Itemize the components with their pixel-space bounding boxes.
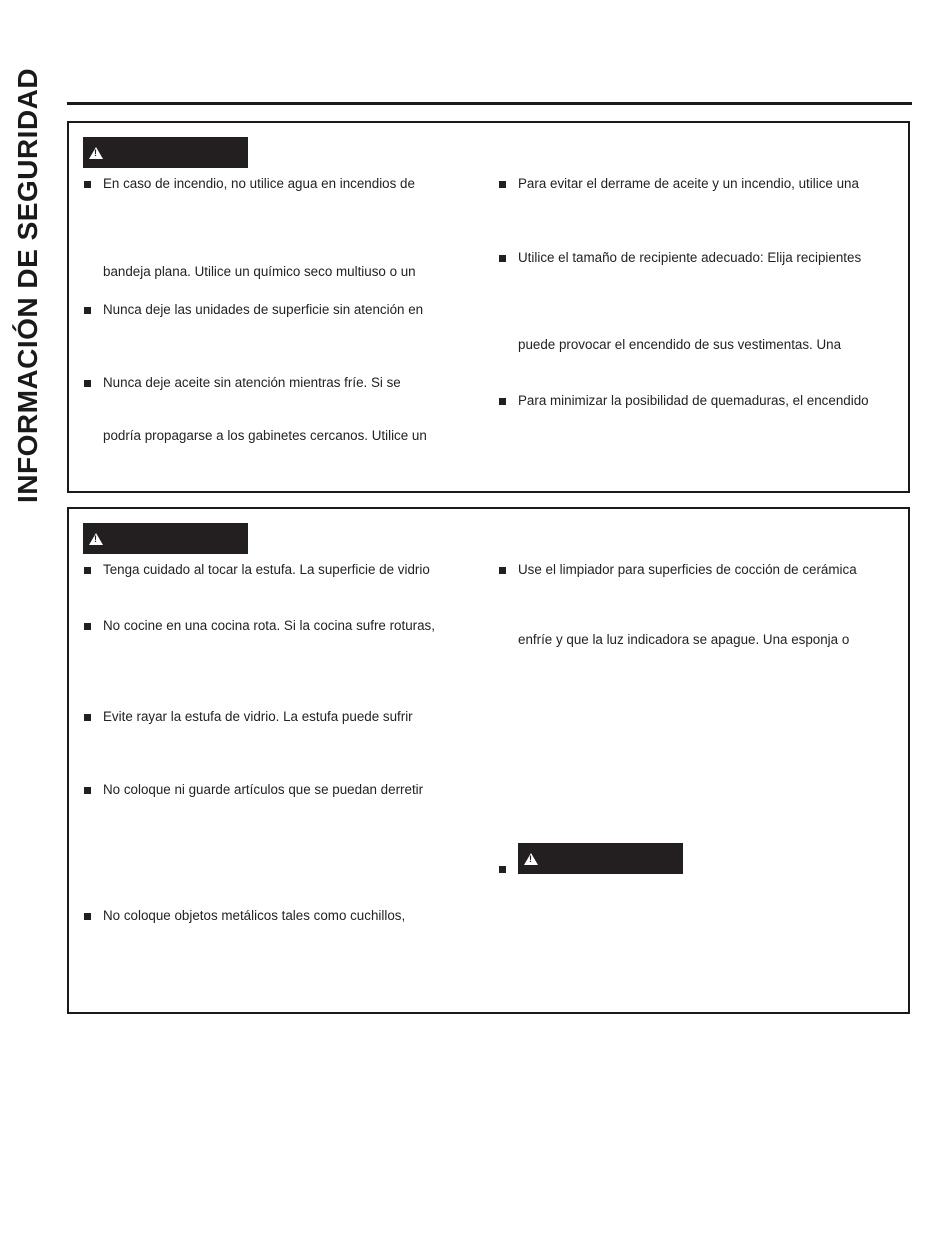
warning-triangle-icon bbox=[89, 147, 103, 159]
header-rule bbox=[67, 102, 912, 105]
list-item: Evite rayar la estufa de vidrio. La estufa puede sufrir bbox=[103, 709, 413, 724]
bullet-icon bbox=[499, 567, 506, 574]
side-section-title: INFORMACIÓN DE SEGURIDAD bbox=[12, 67, 43, 503]
list-item: Nunca deje aceite sin atención mientras fríe. Si se bbox=[103, 375, 401, 390]
list-item-continuation: puede provocar el encendido de sus vestimentas. Una bbox=[518, 337, 842, 352]
list-item-continuation: bandeja plana. Utilice un químico seco multiuso o un bbox=[103, 264, 416, 279]
bullet-icon bbox=[84, 307, 91, 314]
bullet-icon bbox=[499, 398, 506, 405]
list-item: Para minimizar la posibilidad de quemaduras, el encendido bbox=[518, 393, 869, 408]
bullet-icon bbox=[499, 255, 506, 262]
warning-label-bar bbox=[83, 523, 248, 554]
list-item: Utilice el tamaño de recipiente adecuado: Elija recipientes bbox=[518, 250, 862, 265]
list-item: Use el limpiador para superficies de cocción de cerámica bbox=[518, 562, 857, 577]
bullet-icon bbox=[84, 623, 91, 630]
list-item: Para evitar el derrame de aceite y un incendio, utilice una bbox=[518, 176, 859, 191]
bullet-icon bbox=[84, 913, 91, 920]
warning-label-bar bbox=[83, 137, 248, 168]
bullet-icon bbox=[499, 181, 506, 188]
bullet-icon bbox=[84, 181, 91, 188]
list-item-continuation: podría propagarse a los gabinetes cercanos. Utilice un bbox=[103, 428, 427, 443]
bullet-icon bbox=[499, 866, 506, 873]
bullet-icon bbox=[84, 787, 91, 794]
list-item: No cocine en una cocina rota. Si la cocina sufre roturas, bbox=[103, 618, 435, 633]
bullet-icon bbox=[84, 380, 91, 387]
list-item-continuation: enfríe y que la luz indicadora se apague. Una esponja o bbox=[518, 632, 850, 647]
warning-label-bar bbox=[518, 843, 683, 874]
list-item: Nunca deje las unidades de superficie sin atención en bbox=[103, 302, 424, 317]
list-item: No coloque objetos metálicos tales como cuchillos, bbox=[103, 908, 406, 923]
warning-triangle-icon bbox=[89, 533, 103, 545]
bullet-icon bbox=[84, 714, 91, 721]
list-item: En caso de incendio, no utilice agua en incendios de bbox=[103, 176, 415, 191]
bullet-icon bbox=[84, 567, 91, 574]
warning-panel-glass-cooktop bbox=[67, 507, 910, 1014]
list-item: No coloque ni guarde artículos que se puedan derretir bbox=[103, 782, 424, 797]
warning-triangle-icon bbox=[524, 853, 538, 865]
list-item: Tenga cuidado al tocar la estufa. La superficie de vidrio bbox=[103, 562, 430, 577]
